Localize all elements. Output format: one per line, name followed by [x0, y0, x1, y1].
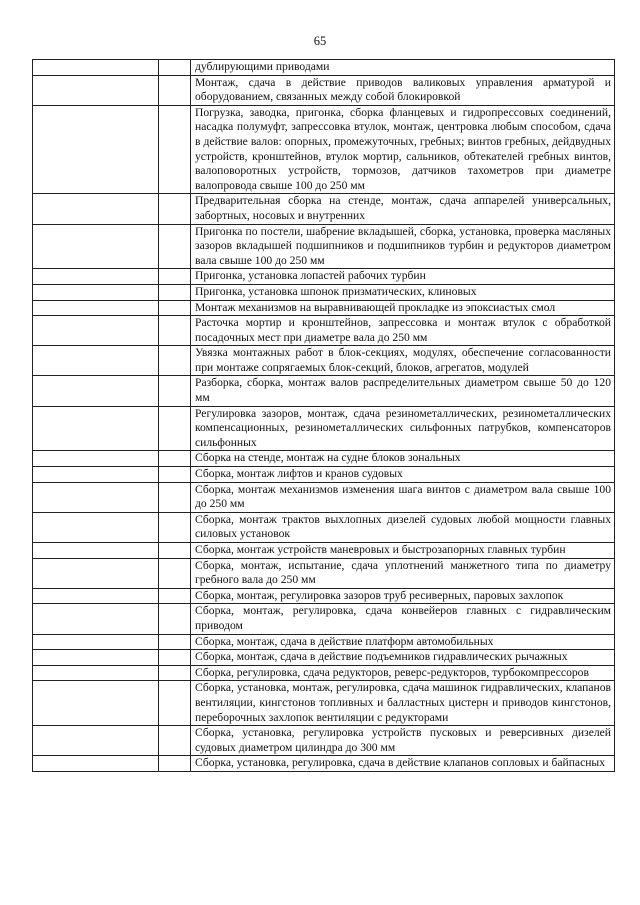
grade-cell — [159, 543, 191, 559]
work-description-cell: Монтаж механизмов на выравнивающей прокладке из эпоксиастых смол — [191, 300, 615, 316]
profession-cell — [33, 588, 159, 604]
table-row — [33, 224, 615, 269]
table-row — [33, 634, 615, 650]
table-row — [33, 346, 615, 376]
work-description-cell: Сборка, монтаж лифтов и кранов судовых — [191, 467, 615, 483]
profession-cell — [33, 269, 159, 285]
profession-cell — [33, 75, 159, 105]
grade-cell — [159, 756, 191, 772]
profession-cell — [33, 650, 159, 666]
profession-cell — [33, 558, 159, 588]
profession-cell — [33, 376, 159, 406]
table-row — [33, 194, 615, 224]
profession-cell — [33, 60, 159, 76]
profession-cell — [33, 467, 159, 483]
table-row — [33, 756, 615, 772]
table-row — [33, 650, 615, 666]
work-description-cell: Сборка, монтаж устройств маневровых и быстрозапорных главных турбин — [191, 543, 615, 559]
table-row — [33, 665, 615, 681]
work-description-cell: Погрузка, заводка, пригонка, сборка фланцевых и гидропрессовых соединений, насадка полумуфт, запрессовка втулок, монтаж, центровка любым способом, сдача в действие валов: опорных, промежуточных, гребных; винтов гребных, дейдвудных устройств, кронштейнов, втулок мортир, сальников, обтекателей гребных винтов, валоповоротных устройств, тормозов, датчиков тахометров при диаметре валопровода свыше 100 до 250 мм — [191, 105, 615, 194]
grade-cell — [159, 60, 191, 76]
work-description-cell: Сборка, регулировка, сдача редукторов, реверс-редукторов, турбокомпрессоров — [191, 665, 615, 681]
grade-cell — [159, 194, 191, 224]
work-description-cell: Регулировка зазоров, монтаж, сдача резинометаллических, резинометаллических компенсационных, резинометаллических сильфонных патрубков, компенсаторов сильфонных — [191, 406, 615, 451]
work-list-table — [32, 59, 615, 772]
profession-cell — [33, 726, 159, 756]
profession-cell — [33, 604, 159, 634]
profession-cell — [33, 512, 159, 542]
table-row — [33, 284, 615, 300]
grade-cell — [159, 105, 191, 194]
work-description-cell: Сборка, установка, монтаж, регулировка, сдача машинок гидравлических, клапанов вентиляции, кингстонов топливных и балластных цистерн и приводов кингстонов, переборочных захлопок вентиляции с редукторами — [191, 681, 615, 726]
page-number: 65 — [313, 34, 327, 48]
profession-cell — [33, 543, 159, 559]
work-description-cell: Сборка, монтаж, регулировка зазоров труб ресиверных, паровых захлопок — [191, 588, 615, 604]
table-row — [33, 451, 615, 467]
table-row — [33, 604, 615, 634]
profession-cell — [33, 634, 159, 650]
grade-cell — [159, 269, 191, 285]
profession-cell — [33, 406, 159, 451]
grade-cell — [159, 604, 191, 634]
work-description-cell: дублирующими приводами — [191, 60, 615, 76]
work-description-cell: Сборка, монтаж, регулировка, сдача конвейеров главных с гидравлическим приводом — [191, 604, 615, 634]
grade-cell — [159, 75, 191, 105]
work-description-cell: Сборка, установка, регулировка устройств пусковых и реверсивных дизелей судовых диаметром цилиндра до 300 мм — [191, 726, 615, 756]
grade-cell — [159, 512, 191, 542]
grade-cell — [159, 346, 191, 376]
work-description-cell: Пригонка, установка шпонок призматических, клиновых — [191, 284, 615, 300]
grade-cell — [159, 406, 191, 451]
work-description-cell: Пригонка по постели, шабрение вкладышей, сборка, установка, проверка масляных зазоров вкладышей подшипников и подшипников турбин и редукторов диаметром вала свыше 100 до 250 мм — [191, 224, 615, 269]
grade-cell — [159, 451, 191, 467]
grade-cell — [159, 726, 191, 756]
table-row — [33, 105, 615, 194]
profession-cell — [33, 224, 159, 269]
work-description-cell: Сборка, монтаж трактов выхлопных дизелей судовых любой мощности главных силовых установок — [191, 512, 615, 542]
grade-cell — [159, 224, 191, 269]
grade-cell — [159, 482, 191, 512]
table-row — [33, 300, 615, 316]
table-row — [33, 406, 615, 451]
grade-cell — [159, 665, 191, 681]
work-description-cell: Расточка мортир и кронштейнов, запрессовка и монтаж втулок с обработкой посадочных мест при диаметре вала до 250 мм — [191, 316, 615, 346]
work-description-cell: Сборка, монтаж механизмов изменения шага винтов с диаметром вала свыше 100 до 250 мм — [191, 482, 615, 512]
table-row — [33, 681, 615, 726]
work-description-cell: Сборка, монтаж, сдача в действие платформ автомобильных — [191, 634, 615, 650]
table-row — [33, 376, 615, 406]
grade-cell — [159, 376, 191, 406]
grade-cell — [159, 650, 191, 666]
profession-cell — [33, 756, 159, 772]
table-row — [33, 482, 615, 512]
work-description-cell: Пригонка, установка лопастей рабочих турбин — [191, 269, 615, 285]
work-description-cell: Сборка, установка, регулировка, сдача в действие клапанов сопловых и байпасных — [191, 756, 615, 772]
table-row — [33, 316, 615, 346]
table-body — [33, 60, 615, 772]
work-description-cell: Монтаж, сдача в действие приводов валиковых управления арматурой и оборудованием, связанных между собой блокировкой — [191, 75, 615, 105]
profession-cell — [33, 665, 159, 681]
work-description-cell: Сборка, монтаж, сдача в действие подъемников гидравлических рычажных — [191, 650, 615, 666]
profession-cell — [33, 194, 159, 224]
profession-cell — [33, 300, 159, 316]
table-row — [33, 269, 615, 285]
table-row — [33, 75, 615, 105]
grade-cell — [159, 284, 191, 300]
work-description-cell: Сборка на стенде, монтаж на судне блоков зональных — [191, 451, 615, 467]
grade-cell — [159, 634, 191, 650]
profession-cell — [33, 284, 159, 300]
profession-cell — [33, 451, 159, 467]
work-description-cell: Сборка, монтаж, испытание, сдача уплотнений манжетного типа по диаметру гребного вала до 250 мм — [191, 558, 615, 588]
work-description-cell: Предварительная сборка на стенде, монтаж, сдача аппарелей универсальных, забортных, носовых и внутренних — [191, 194, 615, 224]
grade-cell — [159, 316, 191, 346]
work-description-cell: Увязка монтажных работ в блок-секциях, модулях, обеспечение согласованности при монтаже сопрягаемых блок-секций, блоков, агрегатов, модулей — [191, 346, 615, 376]
grade-cell — [159, 300, 191, 316]
work-description-cell: Разборка, сборка, монтаж валов распределительных диаметром свыше 50 до 120 мм — [191, 376, 615, 406]
table-row — [33, 60, 615, 76]
table-row — [33, 558, 615, 588]
grade-cell — [159, 588, 191, 604]
profession-cell — [33, 482, 159, 512]
grade-cell — [159, 681, 191, 726]
profession-cell — [33, 681, 159, 726]
table-row — [33, 588, 615, 604]
table-row — [33, 467, 615, 483]
grade-cell — [159, 558, 191, 588]
table-row — [33, 543, 615, 559]
grade-cell — [159, 467, 191, 483]
table-row — [33, 726, 615, 756]
profession-cell — [33, 316, 159, 346]
profession-cell — [33, 346, 159, 376]
profession-cell — [33, 105, 159, 194]
table-row — [33, 512, 615, 542]
